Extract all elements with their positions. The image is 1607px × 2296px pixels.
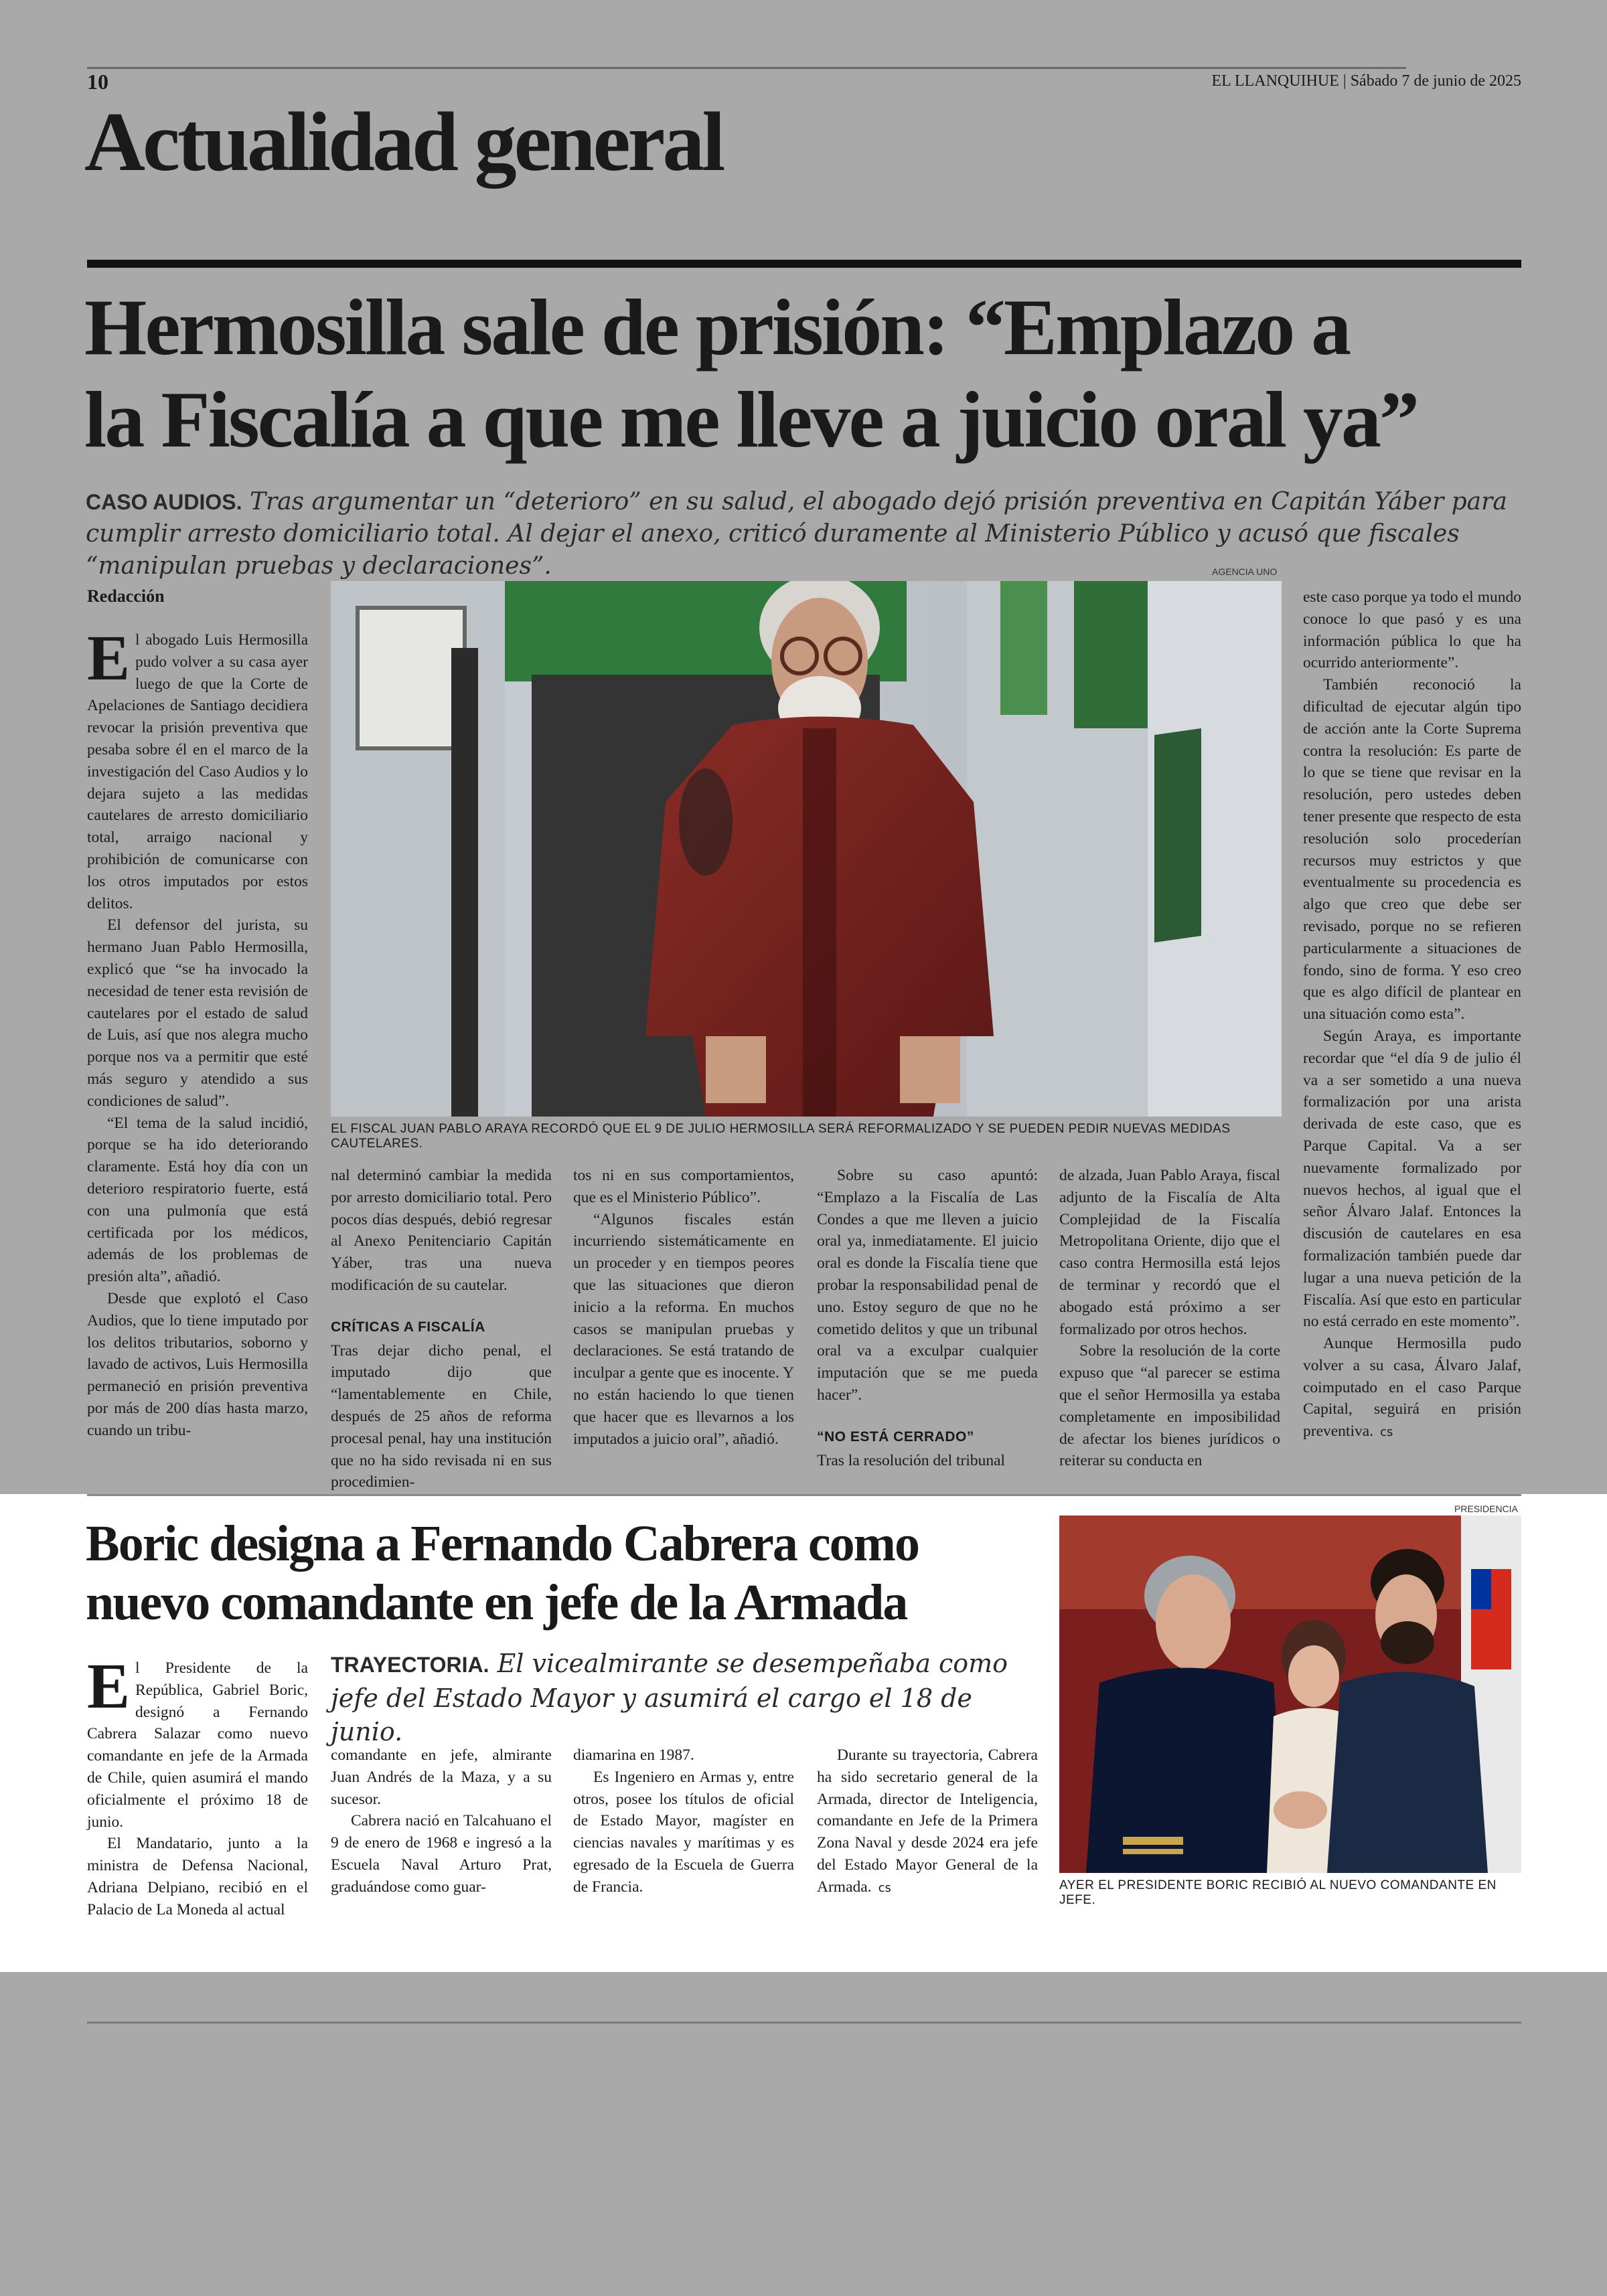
main-col-1-p4: Desde que explotó el Caso Audios, que lo tiene imputado por los delitos tributarios, soborno y lavado de activos, Luis Hermosilla permaneció en prisión preventiva por más de 200 días hasta marzo, cuando un tribu- (87, 1289, 308, 1439)
main-col-6-p4-text: Aunque Hermosilla pudo volver a su casa, Álvaro Jalaf, coimputado en el caso Parque Capital, seguirá en prisión preventiva. (1303, 1335, 1521, 1441)
second-headline-line-2: nuevo comandante en jefe de la Armada (86, 1574, 907, 1631)
second-col-3-p1: diamarina en 1987. (573, 1746, 694, 1764)
main-photo-credit: AGENCIA UNO (1212, 566, 1278, 577)
second-col-3 (573, 1744, 794, 1898)
main-col-6 (1303, 586, 1521, 1444)
main-deck (86, 486, 1525, 582)
main-col-6-p2: También reconoció la dificultad de ejecutar algún tipo de acción ante la Corte Suprema contra la resolución: Es parte de lo que se tiene que revisar en la resolución, pero ustedes deben tener presente que respecto de esta resolución solo procederían recursos muy estrictos y que eventualmente su procedencia es algo que creo que debe ser revisado, porque no se refieren particularmente a situaciones de fondo, sino de forma. Y eso creo que es algo difícil de plantear en una situación como esta”. (1303, 676, 1521, 1023)
second-col-4-p1-text: Durante su trayectoria, Cabrera ha sido secretario general de la Armada, director de Inteligencia, comandante en Jefe de la Primera Zona Naval y desde 2024 era jefe del Estado Mayor General de la Armada. (817, 1746, 1038, 1896)
second-col-1-p1-text: l Presidente de la República, Gabriel Boric, designó a Fernando Cabrera Salazar como nuevo comandante en jefe de la Armada de Chile, quien asumirá el mando oficialmente el próximo 18 de junio. (87, 1659, 308, 1831)
second-col-1-p1 (87, 1650, 308, 1833)
second-col-4-p1 (817, 1744, 1038, 1900)
main-col-2 (331, 1165, 552, 1493)
main-col-3 (573, 1165, 794, 1450)
main-col-1-p3: “El tema de la salud incidió, porque se ha ido deteriorando claramente. Está hoy día con un deterioro respiratorio fuerte, está con una pulmonía que está certificada por los médicos, además de los problemas de presión alta”, añadió. (87, 1114, 308, 1286)
main-col-4-subhead: “NO ESTÁ CERRADO” (817, 1428, 974, 1445)
second-end-mark-icon: cs (878, 1880, 891, 1895)
second-deck-text: El vicealmirante se desempeñaba como jefe del Estado Mayor y asumirá el cargo el 18 de junio. (331, 1649, 1008, 1746)
second-article-rule (87, 1494, 1521, 1496)
main-col-2-p1: nal determinó cambiar la medida por arresto domiciliario total. Pero pocos días después, debió regresar al Anexo Penitenciario Capitán Yáber, tras una nueva modificación de su cautelar. (331, 1167, 552, 1294)
second-deck (331, 1647, 1020, 1748)
second-col-4 (817, 1744, 1038, 1900)
main-headline-line-1: Hermosilla sale de prisión: “Emplazo a (84, 282, 1350, 372)
second-col-3-p2: Es Ingeniero en Armas y, entre otros, posee los títulos de oficial de Estado Mayor, magíster en ciencias navales y marítimas y es egresado de la Escuela de Guerra de Francia. (573, 1768, 794, 1896)
second-kicker: TRAYECTORIA. (331, 1653, 489, 1677)
main-col-2-subhead: CRÍTICAS A FISCALÍA (331, 1319, 485, 1335)
main-headline-line-2: la Fiscalía a que me lleve a juicio oral ya” (84, 375, 1418, 464)
second-col-1-p2: El Mandatario, junto a la ministra de Defensa Nacional, Adriana Delpiano, recibió en el Palacio de La Moneda al actual (87, 1835, 308, 1918)
second-col-2-p1: comandante en jefe, almirante Juan Andrés de la Maza, y a su sucesor. (331, 1746, 552, 1808)
main-col-1 (87, 622, 308, 1441)
byline: Redacción (87, 586, 165, 606)
second-dropcap: E (87, 1650, 131, 1722)
second-col-2-p2: Cabrera nació en Talcahuano el 9 de enero de 1968 e ingresó a la Escuela Naval Arturo Prat, graduándose como guar- (331, 1812, 552, 1896)
main-deck-text: Tras argumentar un “deterioro” en su salud, el abogado dejó prisión preventiva en Capitán Yáber para cumplir arresto domiciliario total. Al dejar el anexo, criticó duramente al Ministerio Público y acusó que fiscales “manipulan pruebas y declaraciones”. (86, 488, 1507, 580)
photo-boric-cabrera (1059, 1515, 1521, 1873)
masthead: EL LLANQUIHUE | Sábado 7 de junio de 2025 (1211, 72, 1521, 90)
photo-hermosilla-exiting (331, 581, 1282, 1117)
second-headline (86, 1514, 1037, 1632)
main-col-4 (817, 1165, 1038, 1471)
main-col-1-p2: El defensor del jurista, su hermano Juan Pablo Hermosilla, explicó que “se ha invocado la necesidad de tener esta revisión de cautelares por el estado de salud de Luis, así que nos alegra mucho porque nos va a permitir que esté más seguro y atendido a sus condiciones de salud”. (87, 916, 308, 1110)
main-col-4-p1: Sobre su caso apuntó: “Emplazo a la Fiscalía de Las Condes a que me lleven a juicio oral ya, inmediatamente. El juicio oral es donde la Fiscalía tiene que probar la responsabilidad penal de uno. Estoy seguro de que no he cometido delitos y que un tribunal oral va a exculpar cualquier imputación que se me pueda hacer”. (817, 1167, 1038, 1404)
header-rule (87, 67, 1406, 69)
main-col-6-p4 (1303, 1333, 1521, 1444)
main-kicker: CASO AUDIOS. (86, 490, 242, 514)
main-col-5 (1059, 1165, 1280, 1472)
second-photo (1059, 1515, 1521, 1873)
main-col-5-p1: de alzada, Juan Pablo Araya, fiscal adjunto de la Fiscalía de Alta Complejidad de la Fiscalía Metropolitana Oriente, dijo que el caso contra Hermosilla está lejos de terminar y recordó que el abogado está próximo a ser formalizado por otros hechos. (1059, 1167, 1280, 1338)
section-title: Actualidad general (84, 96, 723, 189)
main-col-5-p2: Sobre la resolución de la corte expuso que “al parecer se estima que el señor Hermosilla ya estaba completamente en imposibilidad de afectar los bienes jurídicos o reiterar su conducta en (1059, 1342, 1280, 1470)
second-col-1 (87, 1650, 308, 1921)
section-divider (87, 260, 1521, 268)
main-col-1-p1 (87, 622, 308, 914)
main-col-6-p1: este caso porque ya todo el mundo conoce lo que pasó y es una información pública lo que ha ocurrido anteriormente”. (1303, 588, 1521, 672)
second-photo-caption: AYER EL PRESIDENTE BORIC RECIBIÓ AL NUEVO COMANDANTE EN JEFE. (1059, 1878, 1497, 1907)
main-col-2-p2: Tras dejar dicho penal, el imputado dijo que “lamentablemente en Chile, después de 25 años de reforma procesal penal, hay una institución que no ha sido revisada ni en sus procedimien- (331, 1341, 552, 1491)
main-col-6-p3: Según Araya, es importante recordar que “el día 9 de julio él va a ser sometido a una nueva formalización por una arista derivada de este caso, que es Parque Capital. Va a ser nuevamente formalizado por nuevos hechos, al igual que el señor Álvaro Jalaf. Entonces la discusión de cautelares en esa formalización también puede dar lugar a una nueva petición de la Fiscalía. Así que esto en particular no está cerrado en este momento”. (1303, 1027, 1521, 1331)
page-bottom-rule (87, 2022, 1521, 2024)
second-headline-line-1: Boric designa a Fernando Cabrera como (86, 1515, 919, 1572)
page-number: 10 (87, 70, 108, 94)
main-col-3-p1: tos ni en sus comportamientos, que es el Ministerio Público”. (573, 1167, 794, 1206)
dropcap: E (87, 622, 131, 693)
main-col-1-p1-text: l abogado Luis Hermosilla pudo volver a su casa ayer luego de que la Corte de Apelaciones de Santiago decidiera revocar la prisión preventiva que pesaba sobre él en el marco de la investigación del Caso Audios y lo dejara sujeto a las medidas cautelares de arresto domiciliario total, arraigo nacional y prohibición de comunicarse con los otros imputados por estos delitos. (87, 631, 308, 912)
end-mark-icon: cs (1380, 1425, 1393, 1440)
main-photo (331, 581, 1282, 1117)
second-photo-credit: PRESIDENCIA (1454, 1503, 1518, 1514)
main-photo-caption: EL FISCAL JUAN PABLO ARAYA RECORDÓ QUE EL 9 DE JULIO HERMOSILLA SERÁ REFORMALIZADO Y SE PUEDEN PEDIR NUEVAS MEDIDAS CAUTELARES. (331, 1122, 1231, 1151)
main-col-3-p2: “Algunos fiscales están incurriendo sistemáticamente en un proceder y en tiempos peores que las situaciones que dieron inicio a la reforma. En muchos casos se manipulan pruebas y declaraciones. Se está tratando de inculpar a gente que es inocente. Y no están haciendo lo que tienen que hacer que es llevarnos a los imputados a juicio oral”, añadió. (573, 1210, 794, 1448)
main-col-4-p2: Tras la resolución del tribunal (817, 1451, 1006, 1469)
main-headline (84, 281, 1531, 466)
second-col-2 (331, 1744, 552, 1898)
